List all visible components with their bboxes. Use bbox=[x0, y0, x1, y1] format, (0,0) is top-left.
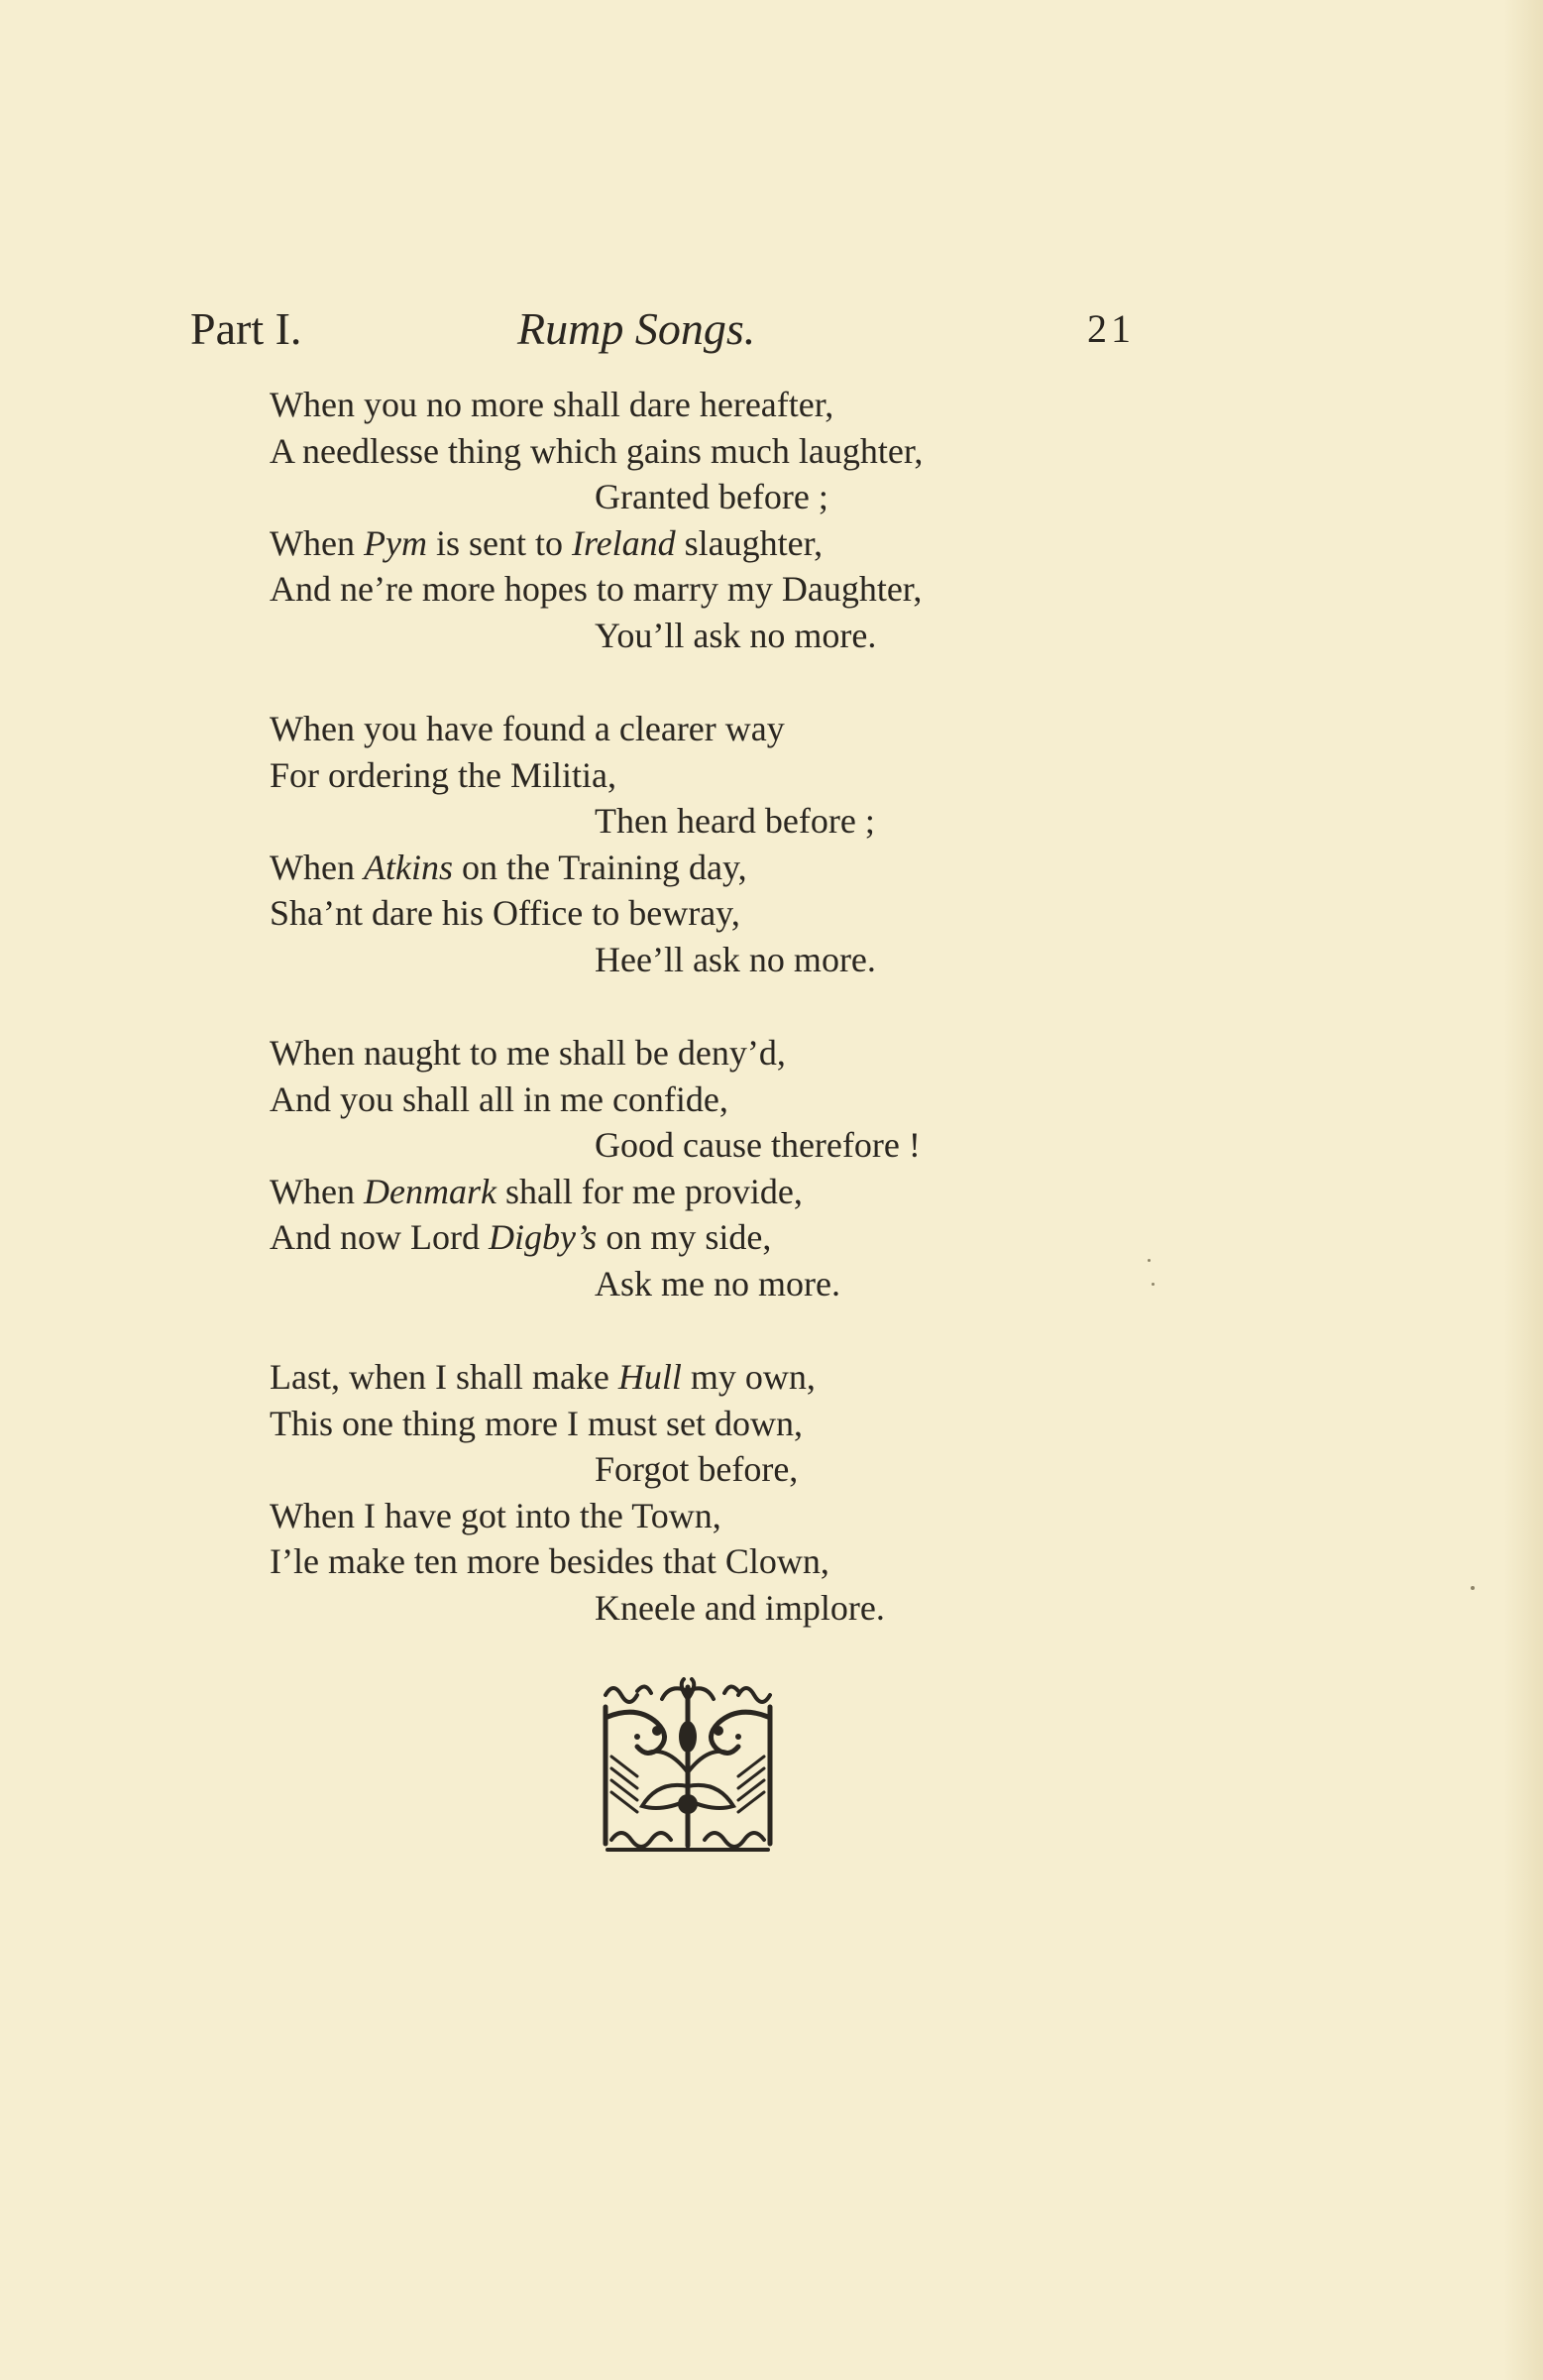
italic-name: Denmark bbox=[363, 1171, 496, 1211]
running-title: Rump Songs. bbox=[517, 303, 756, 354]
verse-line: I’le make ten more besides that Clown, bbox=[270, 1541, 829, 1581]
refrain-line: Then heard before ; bbox=[595, 801, 875, 841]
verse-line: Last, when I shall make Hull my own, bbox=[270, 1357, 816, 1397]
refrain-line: Granted before ; bbox=[595, 477, 828, 516]
verse-line: When Pym is sent to Ireland slaughter, bbox=[270, 522, 824, 563]
stanza-2 bbox=[270, 706, 1161, 982]
running-header bbox=[190, 289, 1142, 369]
refrain-line: You’ll ask no more. bbox=[595, 615, 877, 655]
italic-name: Digby’s bbox=[488, 1217, 598, 1257]
page-edge-shadow bbox=[1503, 0, 1543, 2380]
italic-name: Ireland bbox=[571, 522, 676, 563]
verse-line: When you no more shall dare hereafter, bbox=[270, 385, 834, 424]
italic-name: Hull bbox=[617, 1357, 682, 1397]
verse-line: This one thing more I must set down, bbox=[270, 1403, 803, 1443]
verse-line: And now Lord Digby’s on my side, bbox=[270, 1217, 772, 1257]
part-label: Part I. bbox=[190, 303, 302, 354]
paper-speck bbox=[1148, 1259, 1151, 1262]
refrain-line: Ask me no more. bbox=[595, 1263, 840, 1303]
stanza-3 bbox=[270, 1030, 1161, 1306]
stanza-4 bbox=[270, 1354, 1161, 1631]
verse-line: For ordering the Militia, bbox=[270, 754, 616, 795]
refrain-line: Kneele and implore. bbox=[595, 1587, 885, 1628]
refrain-line: Hee’ll ask no more. bbox=[595, 939, 876, 979]
paper-speck bbox=[1471, 1586, 1475, 1590]
verse-line: And you shall all in me confide, bbox=[270, 1078, 728, 1119]
verse-line: When you have found a clearer way bbox=[270, 709, 785, 748]
verse-line: Sha’nt dare his Office to bewray, bbox=[270, 893, 740, 933]
refrain-line: Good cause therefore ! bbox=[595, 1125, 921, 1165]
verse-line: When I have got into the Town, bbox=[270, 1495, 721, 1535]
verse-line: A needlesse thing which gains much laughter, bbox=[270, 430, 924, 471]
verse-line: When naught to me shall be deny’d, bbox=[270, 1033, 786, 1073]
tailpiece-ornament-icon bbox=[598, 1677, 778, 1856]
italic-name: Pym bbox=[363, 522, 427, 563]
stanza-1 bbox=[270, 382, 1161, 658]
refrain-line: Forgot before, bbox=[595, 1449, 799, 1489]
page-number: 21 bbox=[1087, 306, 1135, 351]
italic-name: Atkins bbox=[363, 847, 453, 887]
verse-line: When Denmark shall for me provide, bbox=[270, 1171, 803, 1211]
paper-speck bbox=[1152, 1283, 1155, 1286]
verse-line: And ne’re more hopes to marry my Daughter, bbox=[270, 569, 923, 609]
verse-line: When Atkins on the Training day, bbox=[270, 847, 747, 887]
poem-body bbox=[270, 382, 1161, 1678]
